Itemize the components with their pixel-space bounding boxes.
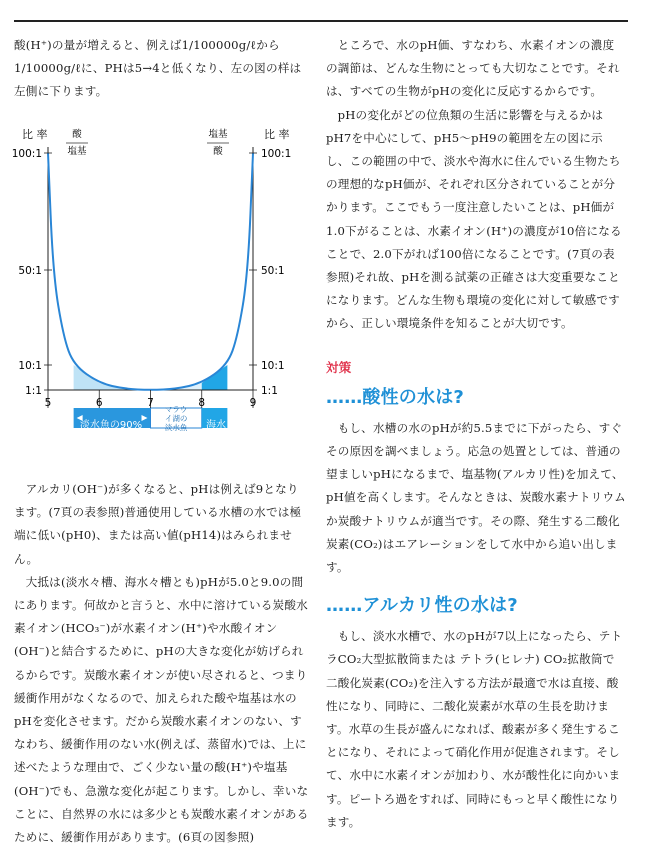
x-tick-label: 9 bbox=[249, 397, 257, 409]
paragraph: pHの変化がどの位魚類の生活に影響を与えるかはpH7を中心にして、pH5〜pH9の範囲を左の図に示し、この範囲の中で、淡水や海水に住んでいる生物たちの理想的なpH価が、それぞれ区分されていることが分かります。ここでもう一度注意したいことは、pH価が1.0下がることは、水素イオン(H⁺)の濃度が10倍になることで、2.0下がれば100倍になることです。(7頁の表参照)それ故、pHを測る試薬の正確さは大変重要なことになります。どんな生物も環境の変化に対して敏感ですから、正しい環境条件を知ることが大切です。 bbox=[326, 107, 622, 331]
heading-alkali: ……アルカリ性の水は? bbox=[326, 595, 518, 617]
paragraph: 酸(H⁺)の量が増えると、例えば1/100000g/ℓから1/10000g/ℓに、PHは5→4と低くなり、左の図の样は左側に下ります。 bbox=[14, 38, 302, 99]
y-tick-label-right: 10:1 bbox=[261, 360, 285, 372]
left-bottom-text bbox=[14, 478, 310, 849]
x-tick-label: 5 bbox=[44, 397, 52, 409]
right-axis-label: 比 率 bbox=[264, 128, 290, 141]
paragraph: もし、水槽の水のpHが約5.5までに下がったら、すぐその原因を調べましょう。応急の処置としては、普通の望ましいpHになるまで、塩基物(アルカリ性)を加えて、pH値を高くします。そんなときは、炭酸水素ナトリウムか炭酸ナトリウムが適当です。その際、発生する二酸化炭素(CO₂)はエアレーションをして水中から追い出します。 bbox=[326, 420, 626, 575]
x-tick-label: 8 bbox=[198, 397, 206, 409]
malawi-label-line: 淡水魚 bbox=[164, 423, 188, 432]
x-tick-label: 6 bbox=[95, 397, 103, 409]
paragraph: もし、淡水水槽で、水のpHが7以上になったら、テトラCO₂大型拡散筒または テトラ(ヒレナ) CO₂拡散筒で二酸化炭素(CO₂)を注入する方法が最適で水は直接、酸性になり、同時に、二酸化炭素が水草の生長を助けます。水草の生長が盛んになれば、酸素が多く発生することになり、それによって硝化作用が促進されます。そして、水中に水素イオンが加わり、水が酸性化に向かいます。ピートろ過をすれば、同時にもっと早く酸性になります。 bbox=[326, 629, 623, 829]
region-sea-fill bbox=[202, 365, 228, 390]
left-ratio-top: 酸 bbox=[72, 129, 82, 140]
paragraph: アルカリ(OH⁻)が多くなると、pHは例えば9となります。(7頁の表参照)普通使用している水槽の水では極端に低い(pH0)、または高い値(pH14)はみられません。 bbox=[14, 482, 302, 566]
x-tick-label: 7 bbox=[147, 397, 154, 409]
y-tick-label-left: 100:1 bbox=[11, 148, 42, 160]
section-tag: 対策 bbox=[326, 359, 352, 375]
right-column bbox=[326, 34, 626, 834]
y-tick-label-right: 100:1 bbox=[261, 148, 292, 160]
y-tick-label-right: 1:1 bbox=[261, 385, 278, 397]
heading-acid: ……酸性の水は? bbox=[326, 386, 465, 408]
malawi-label-line: マラウ bbox=[164, 405, 188, 414]
left-ratio-bottom: 塩基 bbox=[67, 146, 87, 157]
paragraph: ところで、水のpH価、すなわち、水素イオンの濃度の調節は、どんな生物にとっても大切なことです。それは、すべての生物がpHの変化に反応するからです。 bbox=[326, 38, 620, 99]
region-label-sea: 海水 bbox=[206, 420, 226, 431]
right-ratio-bottom: 酸 bbox=[213, 146, 223, 157]
y-tick-label-left: 1:1 bbox=[25, 385, 42, 397]
right-ratio-top: 塩基 bbox=[208, 129, 228, 140]
y-tick-label-left: 10:1 bbox=[18, 360, 42, 372]
y-tick-label-left: 50:1 bbox=[18, 265, 42, 277]
malawi-label-line: イ湖の bbox=[164, 414, 188, 423]
region-label-fresh: 淡水魚の90% bbox=[79, 420, 143, 431]
region-label-malawi bbox=[165, 405, 188, 432]
paragraph: 大抵は(淡水々槽、海水々槽とも)pHが5.0と9.0の間にあります。何故かと言うと、水中に溶けている炭酸水素イオン(HCO₃⁻)が水素イオン(H⁺)や水酸イオン(OH⁻)と結合するために、pHの大きな変化が妨げられるからです。炭酸水素イオンが使い尽されると、つまり緩衝作用がなくなるので、加えられた酸や塩基は水のpHを変化させます。だから炭酸水素イオンのない、すなわち、緩衝作用のない水(例えば、蒸留水)では、上に述べたような理由で、ごく少ない量の酸(H⁺)や塩基(OH⁻)でも、急激な変化が起こります。しかし、幸いなことに、自然界の水には多少とも炭酸水素イオンがあるために、緩衝作用があります。(6頁の図参照) bbox=[14, 574, 309, 845]
ratio-curve bbox=[48, 153, 253, 390]
left-axis-label: 比 率 bbox=[22, 128, 48, 141]
y-tick-label-right: 50:1 bbox=[261, 265, 285, 277]
